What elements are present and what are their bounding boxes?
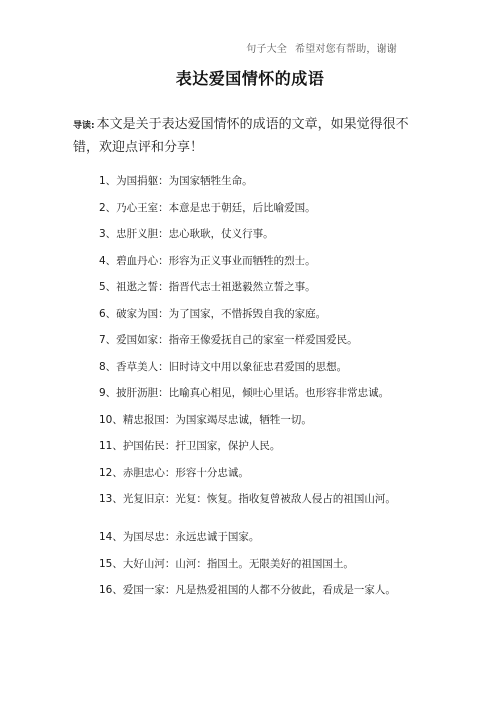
list-item: 6、破家为国：为了国家，不惜拆毁自我的家庭。	[99, 307, 327, 320]
list-item: 16、爱国一家：凡是热爱祖国的人都不分彼此，看成是一家人。	[99, 584, 396, 596]
list-item: 4、碧血丹心：形容为正义事业而牺牲的烈士。	[99, 254, 316, 267]
header-message: 希望对您有帮助，谢谢	[295, 44, 397, 55]
list-item: 11、护国佑民：扞卫国家，保护人民。	[99, 440, 281, 452]
list-item: 5、祖逖之誓：指晋代志士祖逖毅然立誓之事。	[99, 281, 316, 293]
list-item: 2、乃心王室：本意是忠于朝廷，后比喻爱国。	[99, 201, 316, 214]
list-item: 9、披肝沥胆：比喻真心相见，倾吐心里话。也形容非常忠诚。	[99, 387, 390, 399]
list-item: 15、大好山河：山河：指国土。无限美好的祖国国土。	[99, 557, 354, 570]
list-item: 3、忠肝义胆：忠心耿耿，仗义行事。	[99, 228, 274, 240]
list-item: 12、赤胆忠心：形容十分忠诚。	[99, 466, 249, 479]
list-item: 13、光复旧京：光复：恢复。指收复曾被敌人侵占的祖国山河。	[99, 493, 396, 505]
header-source: 句子大全	[246, 44, 287, 55]
list-item: 8、香草美人：旧时诗文中用以象征忠君爱国的思想。	[99, 360, 348, 373]
list-item: 14、为国尽忠：永远忠诚于国家。	[99, 531, 260, 543]
list-item: 10、精忠报国：为国家竭尽忠诚，牺牲一切。	[99, 413, 312, 426]
page-title: 表达爱国情怀的成语	[175, 69, 325, 88]
intro-paragraph	[73, 114, 413, 159]
list-item: 1、为国捐躯：为国家牺牲生命。	[99, 175, 253, 187]
page-header-note	[246, 40, 397, 55]
list-item: 7、爱国如家：指帝王像爱抚自己的家室一样爱国爱民。	[99, 334, 358, 346]
idiom-list	[99, 174, 494, 610]
intro-lead-label: 导读:	[73, 121, 95, 131]
intro-text: 本文是关于表达爱国情怀的成语的文章，如果觉得很不错，欢迎点评和分享！	[73, 117, 409, 155]
